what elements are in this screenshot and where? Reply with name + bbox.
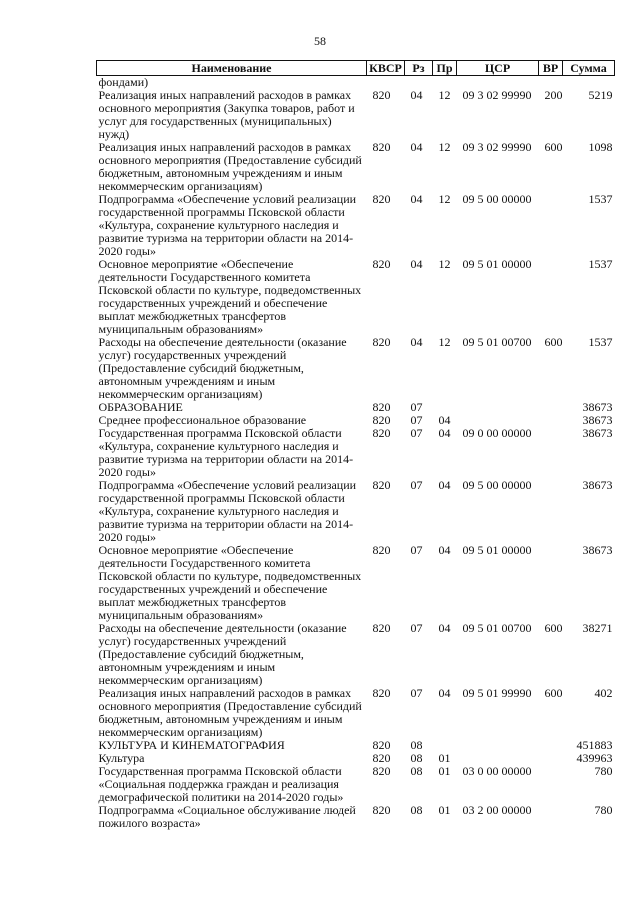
cell-name: Реализация иных направлений расходов в рамках основного мероприятия (Предоставление субсидий бюджетным, автономным учреждениям и иным некоммерческим организациям) [98,686,362,739]
cell-pr: 01 [438,751,451,765]
cell-vr [539,258,563,336]
cell-kvsr: 820 [372,192,391,206]
cell-rz: 08 [410,803,423,817]
cell-kvsr: 820 [372,803,391,817]
cell-sum: 38673 [582,400,613,414]
cell-pr: 12 [438,335,451,349]
cell-name: Культура [98,751,145,765]
cell-pr: 04 [438,478,451,492]
cell-sum: 1098 [588,140,613,154]
table-row [97,804,615,830]
cell-rz: 07 [410,400,423,414]
cell-rz: 08 [410,764,423,778]
cell-kvsr: 820 [372,88,391,102]
cell-vr: 600 [544,621,563,635]
cell-csr: 09 5 01 00700 [462,335,532,349]
table-row [97,687,615,739]
table-row [97,544,615,622]
cell-vr: 600 [544,335,563,349]
table-row [97,479,615,544]
cell-rz: 04 [410,88,423,102]
cell-sum: 38673 [582,543,613,557]
cell-vr: 600 [544,140,563,154]
cell-name: Подпрограмма «Обеспечение условий реализации государственной программы Псковской области «Культура, сохранение культурного наследия и развитие туризма на территории области на 2014-2020 годы» [98,192,357,258]
cell-kvsr: 820 [372,764,391,778]
table-row [97,141,615,193]
cell-csr: 09 5 00 00000 [462,478,532,492]
cell-kvsr: 820 [372,413,391,427]
cell-csr [457,76,539,90]
cell-name: Реализация иных направлений расходов в рамках основного мероприятия (Закупка товаров, работ и услуг для государственных (муниципальных) нужд) [98,88,355,141]
cell-rz: 07 [410,543,423,557]
cell-pr: 12 [438,192,451,206]
cell-sum: 38271 [582,621,613,635]
header-csr: ЦСР [457,61,539,76]
header-rz: Рз [405,61,433,76]
table-header [97,61,615,76]
header-name: Наименование [97,61,367,76]
cell-vr [539,76,563,90]
cell-pr: 04 [438,413,451,427]
cell-pr: 01 [438,803,451,817]
cell-sum: 38673 [582,413,613,427]
cell-csr [457,401,539,414]
header-vr: ВР [539,61,563,76]
cell-csr: 03 2 00 00000 [462,803,532,817]
cell-sum: 1537 [588,257,613,271]
cell-sum: 780 [594,764,613,778]
cell-vr [539,401,563,414]
cell-name: Государственная программа Псковской области «Культура, сохранение культурного наследия и развитие туризма на территории области на 2014-2020 годы» [98,426,354,479]
budget-table [96,60,615,830]
cell-csr: 09 5 01 00700 [462,621,532,635]
cell-vr [539,765,563,804]
cell-csr: 09 3 02 99990 [462,88,532,102]
cell-sum: 38673 [582,426,613,440]
cell-rz: 08 [410,738,423,752]
table-row [97,336,615,401]
cell-rz: 07 [410,413,423,427]
cell-kvsr: 820 [372,257,391,271]
cell-sum: 5219 [588,88,613,102]
cell-rz: 07 [410,686,423,700]
cell-vr [539,193,563,258]
cell-kvsr: 820 [372,426,391,440]
cell-sum: 38673 [582,478,613,492]
page-number: 58 [314,34,326,48]
cell-pr [433,76,457,90]
cell-name: Реализация иных направлений расходов в рамках основного мероприятия (Предоставление субсидий бюджетным, автономным учреждениям и иным некоммерческим организациям) [98,140,362,193]
cell-pr: 12 [438,88,451,102]
cell-rz: 04 [410,192,423,206]
header-kvsr: КВСР [367,61,405,76]
cell-name: Основное мероприятие «Обеспечение деятельности Государственного комитета Псковской области по культуре, подведомственных государственных учреждений и обеспечение выплат межбюджетных трансфертов муниципальным образованиям» [98,543,362,622]
cell-csr: 09 5 00 00000 [462,192,532,206]
cell-csr: 09 3 02 99990 [462,140,532,154]
cell-pr: 12 [438,140,451,154]
cell-rz: 07 [410,426,423,440]
table-row [97,193,615,258]
cell-kvsr: 820 [372,621,391,635]
cell-sum: 402 [594,686,613,700]
cell-kvsr: 820 [372,738,391,752]
cell-sum: 780 [594,803,613,817]
cell-vr [539,752,563,765]
cell-csr: 03 0 00 00000 [462,764,532,778]
cell-kvsr: 820 [372,400,391,414]
cell-sum: 439963 [576,751,613,765]
cell-rz: 07 [410,621,423,635]
cell-vr [539,479,563,544]
cell-rz: 04 [410,257,423,271]
cell-sum: 451883 [576,738,613,752]
cell-pr: 04 [438,621,451,635]
cell-rz: 04 [410,335,423,349]
table-row [97,622,615,687]
cell-name: ОБРАЗОВАНИЕ [98,400,183,414]
table-row [97,765,615,804]
cell-name: Расходы на обеспечение деятельности (оказание услуг) государственных учреждений (Предоставление субсидий бюджетным, автономным учреждениям и иным некоммерческим организациям) [98,335,347,401]
cell-csr: 09 5 01 99990 [462,686,532,700]
cell-pr: 04 [438,686,451,700]
cell-pr: 04 [438,543,451,557]
cell-name: Государственная программа Псковской области «Социальная поддержка граждан и реализация демографической политики на 2014-2020 годы» [98,764,344,804]
cell-kvsr: 820 [372,543,391,557]
table-row [97,258,615,336]
cell-vr [539,414,563,427]
cell-vr [539,804,563,830]
table-body [97,76,615,831]
table-row [97,427,615,479]
cell-vr [539,544,563,622]
cell-kvsr: 820 [372,751,391,765]
cell-name: Подпрограмма «Социальное обслуживание людей пожилого возраста» [98,803,356,830]
cell-name: КУЛЬТУРА И КИНЕМАТОГРАФИЯ [98,738,285,752]
cell-vr [539,427,563,479]
cell-name: Расходы на обеспечение деятельности (оказание услуг) государственных учреждений (Предоставление субсидий бюджетным, автономным учреждениям и иным некоммерческим организациям) [98,621,347,687]
cell-kvsr: 820 [372,335,391,349]
cell-name: фондами) [98,75,149,89]
cell-sum: 1537 [588,335,613,349]
table-row [97,739,615,752]
header-sum: Сумма [563,61,615,76]
cell-rz: 07 [410,478,423,492]
cell-csr: 09 5 01 00000 [462,543,532,557]
cell-csr: 09 0 00 00000 [462,426,532,440]
cell-csr: 09 5 01 00000 [462,257,532,271]
cell-vr: 200 [544,88,563,102]
cell-rz [405,76,433,90]
table-row [97,76,615,90]
cell-name: Среднее профессиональное образование [98,413,307,427]
cell-pr: 04 [438,426,451,440]
cell-kvsr: 820 [372,478,391,492]
cell-name: Подпрограмма «Обеспечение условий реализации государственной программы Псковской области «Культура, сохранение культурного наследия и развитие туризма на территории области на 2014-2020 годы» [98,478,357,544]
cell-pr: 12 [438,257,451,271]
cell-sum: 1537 [588,192,613,206]
cell-kvsr [367,76,405,90]
cell-vr [539,739,563,752]
cell-rz: 08 [410,751,423,765]
cell-name: Основное мероприятие «Обеспечение деятельности Государственного комитета Псковской области по культуре, подведомственных государственных учреждений и обеспечение выплат межбюджетных трансфертов муниципальным образованиям» [98,257,362,336]
cell-sum [563,76,615,90]
cell-rz: 04 [410,140,423,154]
cell-csr [457,739,539,752]
cell-vr: 600 [544,686,563,700]
cell-kvsr: 820 [372,686,391,700]
cell-kvsr: 820 [372,140,391,154]
cell-pr: 01 [438,764,451,778]
table-row [97,89,615,141]
header-pr: Пр [433,61,457,76]
